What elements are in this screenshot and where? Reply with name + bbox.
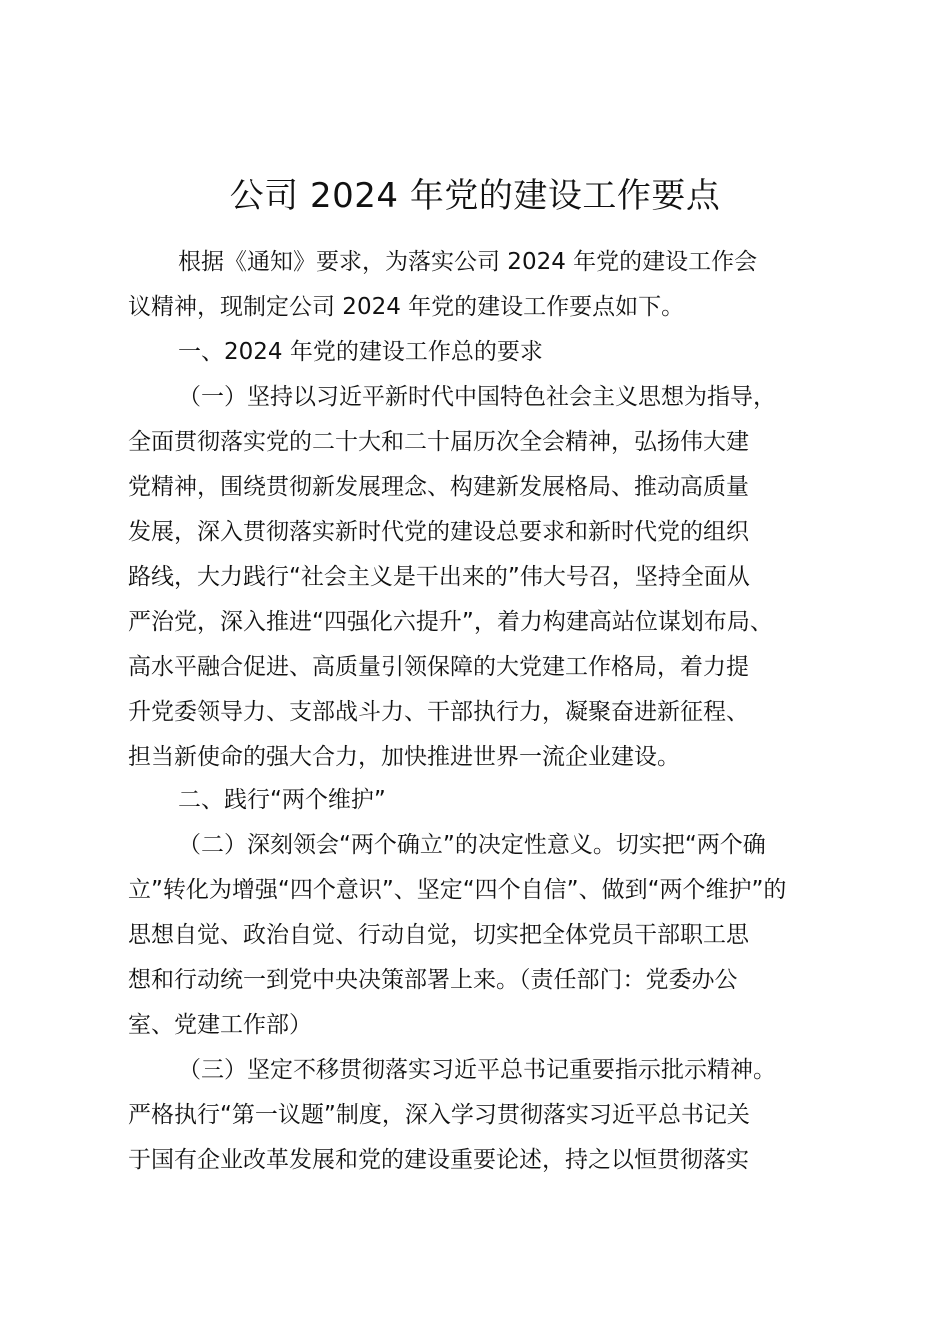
- paragraph-line: 担当新使命的强大合力，加快推进世界一流企业建设。: [128, 744, 680, 770]
- paragraph-line: 于国有企业改革发展和党的建设重要论述，持之以恒贯彻落实: [128, 1147, 749, 1173]
- paragraph-line: 立”转化为增强“四个意识”、坚定“四个自信”、做到“两个维护”的: [128, 877, 787, 903]
- paragraph-line: （一）坚持以习近平新时代中国特色社会主义思想为指导，: [178, 384, 776, 410]
- paragraph-line: 发展，深入贯彻落实新时代党的建设总要求和新时代党的组织: [128, 519, 749, 545]
- paragraph-line: 议精神，现制定公司 2024 年党的建设工作要点如下。: [128, 294, 685, 320]
- paragraph-line: 党精神，围绕贯彻新发展理念、构建新发展格局、推动高质量: [128, 474, 749, 500]
- paragraph-line: 严治党，深入推进“四强化六提升”，着力构建高站位谋划布局、: [128, 609, 773, 635]
- paragraph-line: 根据《通知》要求，为落实公司 2024 年党的建设工作会: [178, 249, 758, 275]
- paragraph-line: 高水平融合促进、高质量引领保障的大党建工作格局，着力提: [128, 654, 749, 680]
- paragraph-line: （二）深刻领会“两个确立”的决定性意义。切实把“两个确: [178, 832, 766, 858]
- paragraph-line: 室、党建工作部）: [128, 1012, 312, 1038]
- paragraph-line: 全面贯彻落实党的二十大和二十届历次全会精神，弘扬伟大建: [128, 429, 749, 455]
- document-title: 公司 2024 年党的建设工作要点: [229, 176, 721, 216]
- section-heading: 二、践行“两个维护”: [178, 787, 386, 813]
- paragraph-line: 思想自觉、政治自觉、行动自觉，切实把全体党员干部职工思: [128, 922, 749, 948]
- paragraph-line: 路线，大力践行“社会主义是干出来的”伟大号召，坚持全面从: [128, 564, 750, 590]
- paragraph-line: 想和行动统一到党中央决策部署上来。（责任部门：党委办公: [128, 967, 738, 993]
- section-heading: 一、2024 年党的建设工作总的要求: [178, 339, 543, 365]
- paragraph-line: （三）坚定不移贯彻落实习近平总书记重要指示批示精神。: [178, 1057, 776, 1083]
- paragraph-line: 升党委领导力、支部战斗力、干部执行力，凝聚奋进新征程、: [128, 699, 749, 725]
- paragraph-line: 严格执行“第一议题”制度，深入学习贯彻落实习近平总书记关: [128, 1102, 750, 1128]
